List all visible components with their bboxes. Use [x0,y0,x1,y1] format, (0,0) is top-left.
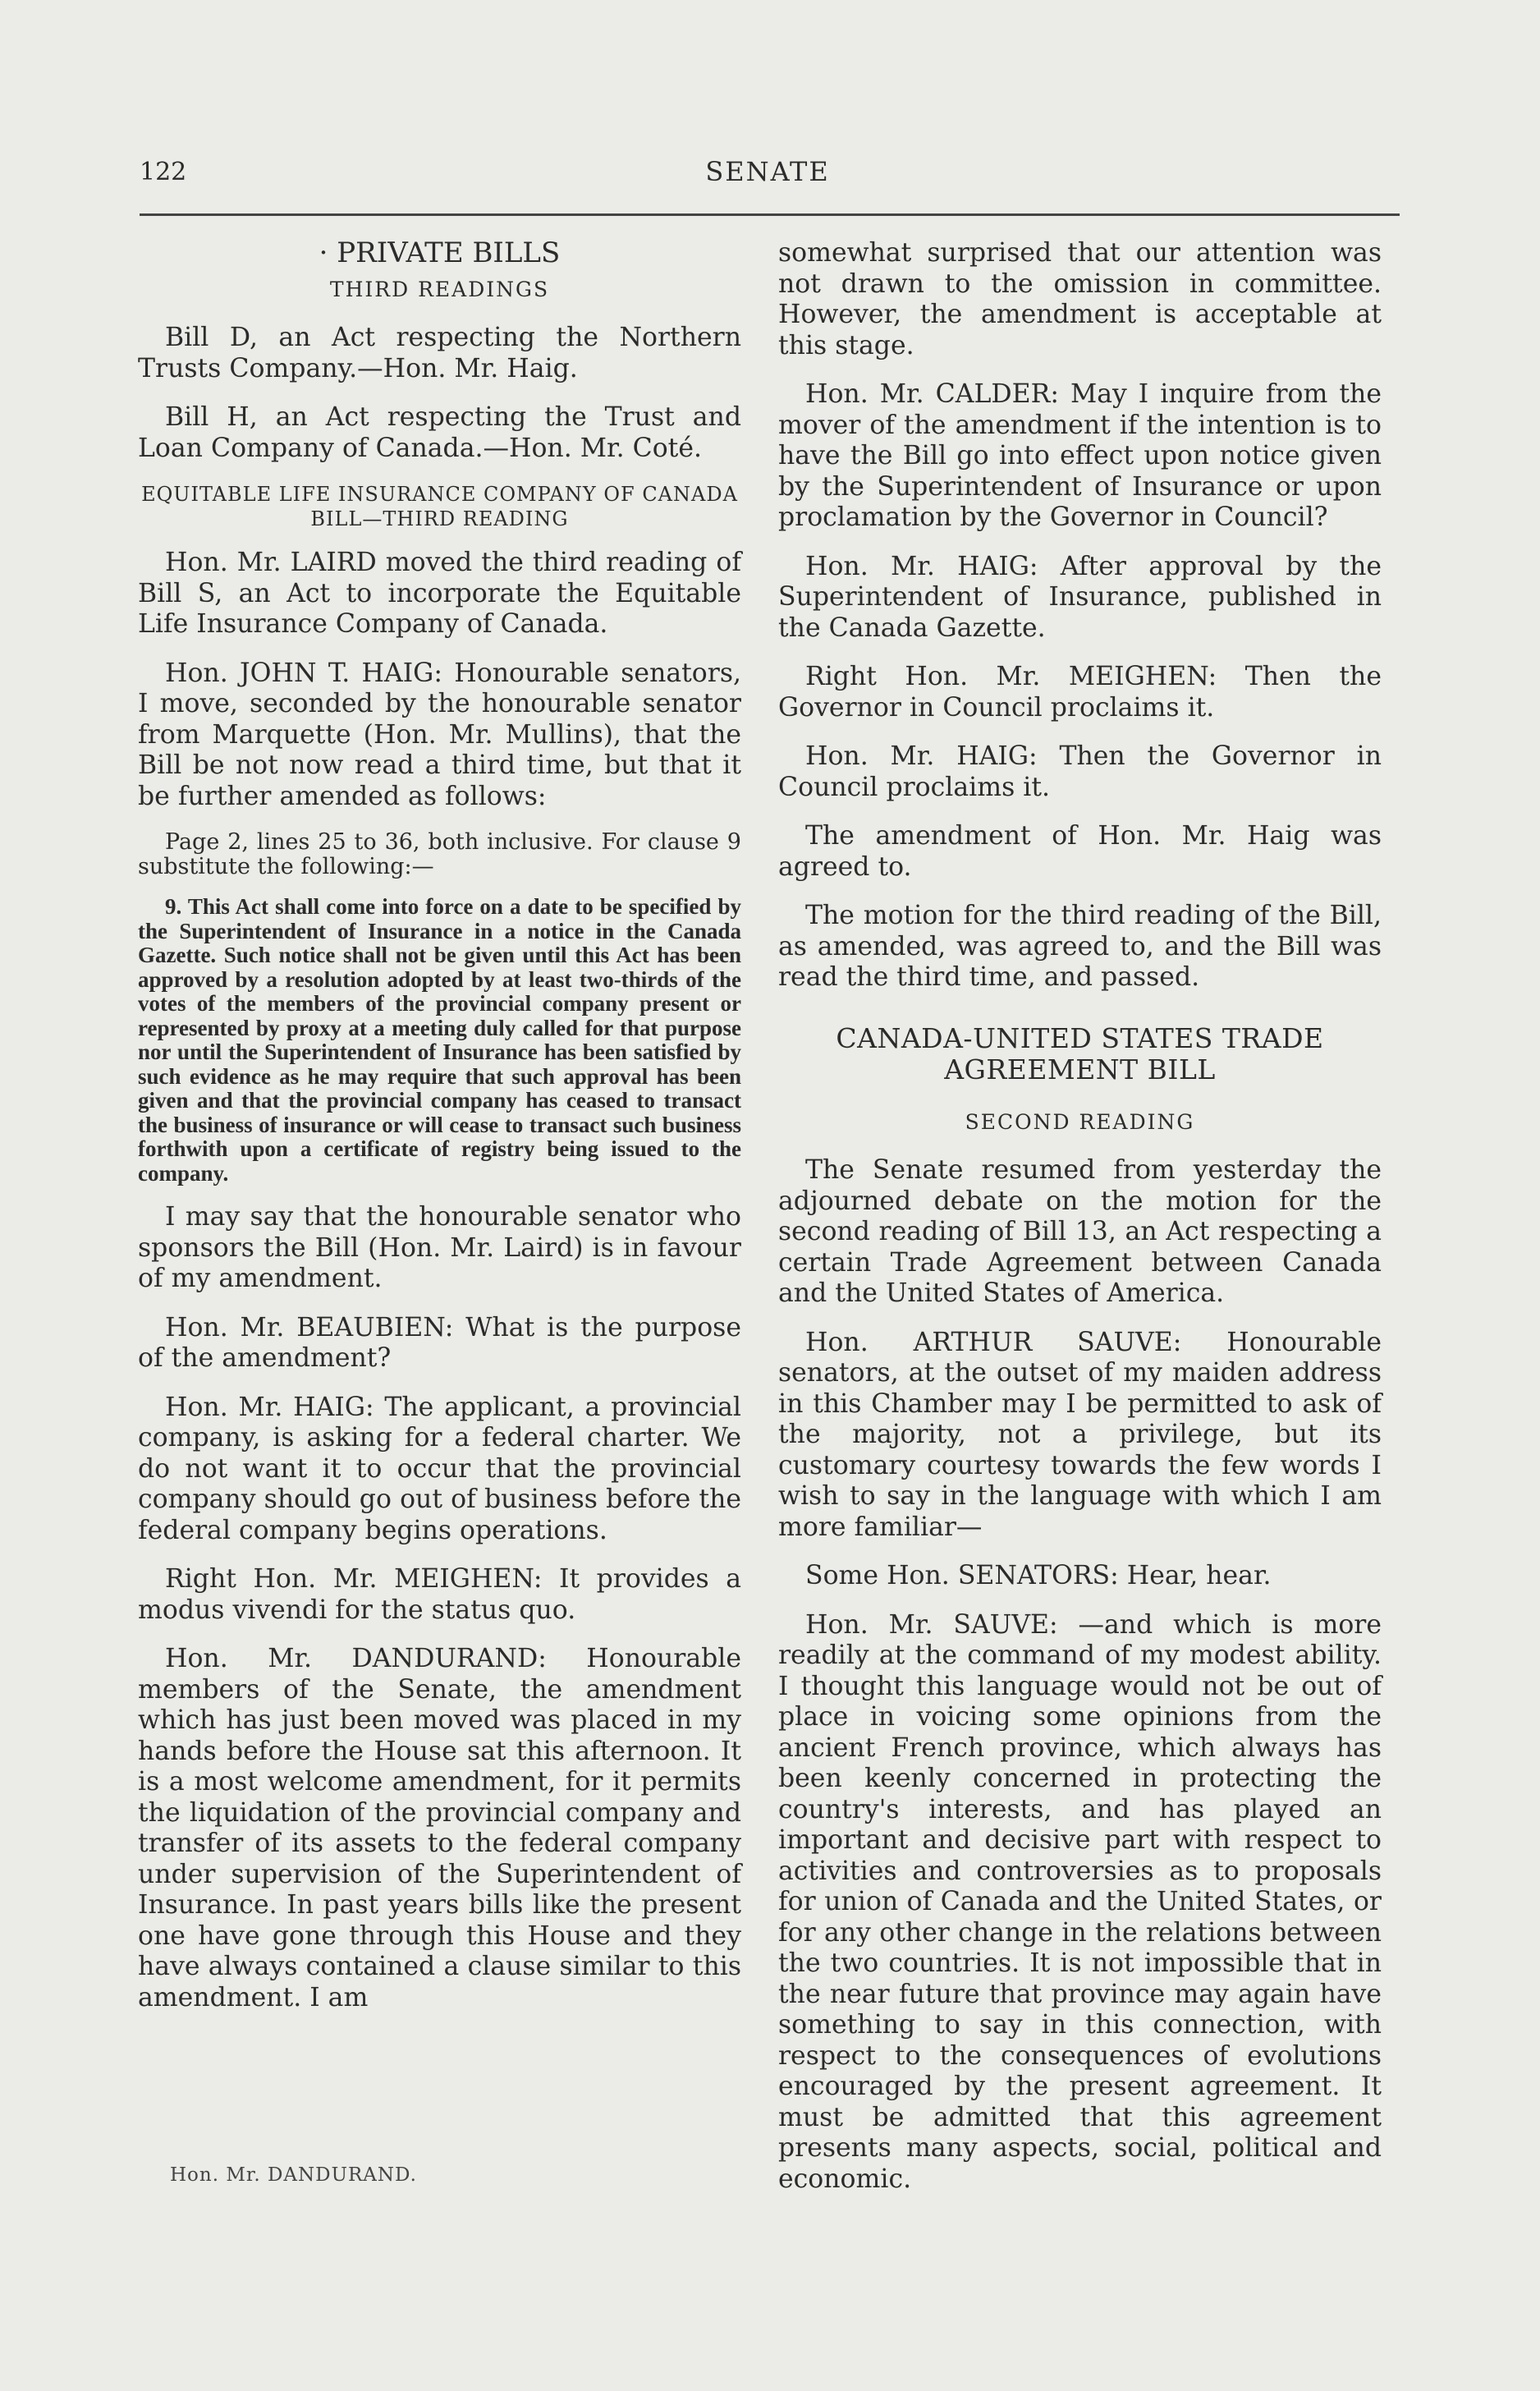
paragraph: Hon. Mr. BEAUBIEN: What is the purpose of the amendment? [138,1312,741,1373]
amendment-text: Page 2, lines 25 to 36, both inclusive. For clause 9 substitute the following:— [138,829,741,879]
left-column [138,238,741,2031]
bill-heading: EQUITABLE LIFE INSURANCE COMPANY OF CANADA BILL—THIRD READING [141,483,738,530]
right-column [778,238,1382,2213]
header-rule [140,213,1400,216]
paragraph: Bill H, an Act respecting the Trust and Loan Company of Canada.—Hon. Mr. Coté. [138,402,741,463]
paragraph: Hon. Mr. HAIG: After approval by the Superintendent of Insurance, published in the Canada Gazette. [778,551,1382,643]
page-header [140,151,1396,204]
amendment-clause: 9. This Act shall come into force on a date to be specified by the Superintendent of Insurance in a notice in the Canada Gazette. Such notice shall not be given until this Act has been approved by a resolution adopted by at least two-thirds of the votes of the members of the provincial company present or represented by proxy at a meeting duly called for that purpose nor until the Superintendent of Insurance has been satisfied by such evidence as he may require that such approval has been given and that the provincial company has ceased to transact the business of insurance or will cease to transact such business forthwith upon a certificate of registry being issued to the company. [138,894,741,1186]
footer-catchword: Hon. Mr. DANDURAND. [170,2164,417,2186]
section-title: · PRIVATE BILLS [319,236,561,269]
paragraph: somewhat surprised that our attention was not drawn to the omission in committee. However, the amendment is acceptable at this stage. [778,238,1382,360]
paragraph: Right Hon. Mr. MEIGHEN: Then the Governor in Council proclaims it. [778,662,1382,723]
bill-heading: CANADA-UNITED STATES TRADE AGREEMENT BILL [836,1021,1324,1085]
paragraph: Hon. Mr. HAIG: The applicant, a provincial company, is asking for a federal charter. We do not want it to occur that the provincial company should go out of business before the federal company begins operations. [138,1392,741,1545]
reading-subheading: SECOND READING [965,1109,1195,1134]
paragraph: The amendment of Hon. Mr. Haig was agreed to. [778,821,1382,882]
paragraph: Hon. Mr. DANDURAND: Honourable members of the Senate, the amendment which has just been moved was placed in my hands before the House sat this afternoon. It is a most welcome amendment, for it permits the liquidation of the provincial company and transfer of its assets to the federal company under supervision of the Superintendent of Insurance. In past years bills like the present one have gone through this House and they have always contained a clause similar to this amendment. I am [138,1644,741,2012]
paragraph: Hon. Mr. SAUVE: —and which is more readily at the command of my modest ability. I thought this language would not be out of place in voicing some opinions from the ancient French province, which always has been keenly concerned in protecting the country's interests, and has played an important and decisive part with respect to activities and controversies as to proposals for union of Canada and the United States, or for any other change in the relations between the two countries. It is not impossible that in the near future that province may again have something to say in this connection, with respect to the consequences of evolutions encouraged by the present agreement. It must be admitted that this agreement presents many aspects, social, political and economic. [778,1609,1382,2194]
paragraph: Hon. JOHN T. HAIG: Honourable senators, I move, seconded by the honourable senator from Marquette (Hon. Mr. Mullins), that the Bill be not now read a third time, but that it be further amended as follows: [138,658,741,811]
paragraph: Hon. Mr. LAIRD moved the third reading of Bill S, an Act to incorporate the Equitable Life Insurance Company of Canada. [138,548,741,639]
paragraph: Hon. Mr. CALDER: May I inquire from the mover of the amendment if the intention is to have the Bill go into effect upon notice given by the Superintendent of Insurance or upon proclamation by the Governor in Council? [778,379,1382,532]
paragraph: Hon. Mr. HAIG: Then the Governor in Council proclaims it. [778,741,1382,802]
paragraph: The motion for the third reading of the Bill, as amended, was agreed to, and the Bill was read the third time, and passed. [778,901,1382,992]
running-title: SENATE [705,156,830,187]
paragraph: Bill D, an Act respecting the Northern Trusts Company.—Hon. Mr. Haig. [138,323,741,383]
paragraph: The Senate resumed from yesterday the adjourned debate on the motion for the second reading of Bill 13, an Act respecting a certain Trade Agreement between Canada and the United States of America. [778,1155,1382,1308]
paragraph: Right Hon. Mr. MEIGHEN: It provides a modus vivendi for the status quo. [138,1564,741,1625]
paragraph: Hon. ARTHUR SAUVE: Honourable senators, at the outset of my maiden address in this Chamber may I be permitted to ask of the majority, not a privilege, but its customary courtesy towards the few words I wish to say in the language with which I am more familiar— [778,1327,1382,1542]
page-number: 122 [140,158,187,186]
section-subtitle: THIRD READINGS [329,277,550,301]
paragraph: Some Hon. SENATORS: Hear, hear. [805,1561,1272,1590]
paragraph: I may say that the honourable senator who sponsors the Bill (Hon. Mr. Laird) is in favour of my amendment. [138,1202,741,1293]
